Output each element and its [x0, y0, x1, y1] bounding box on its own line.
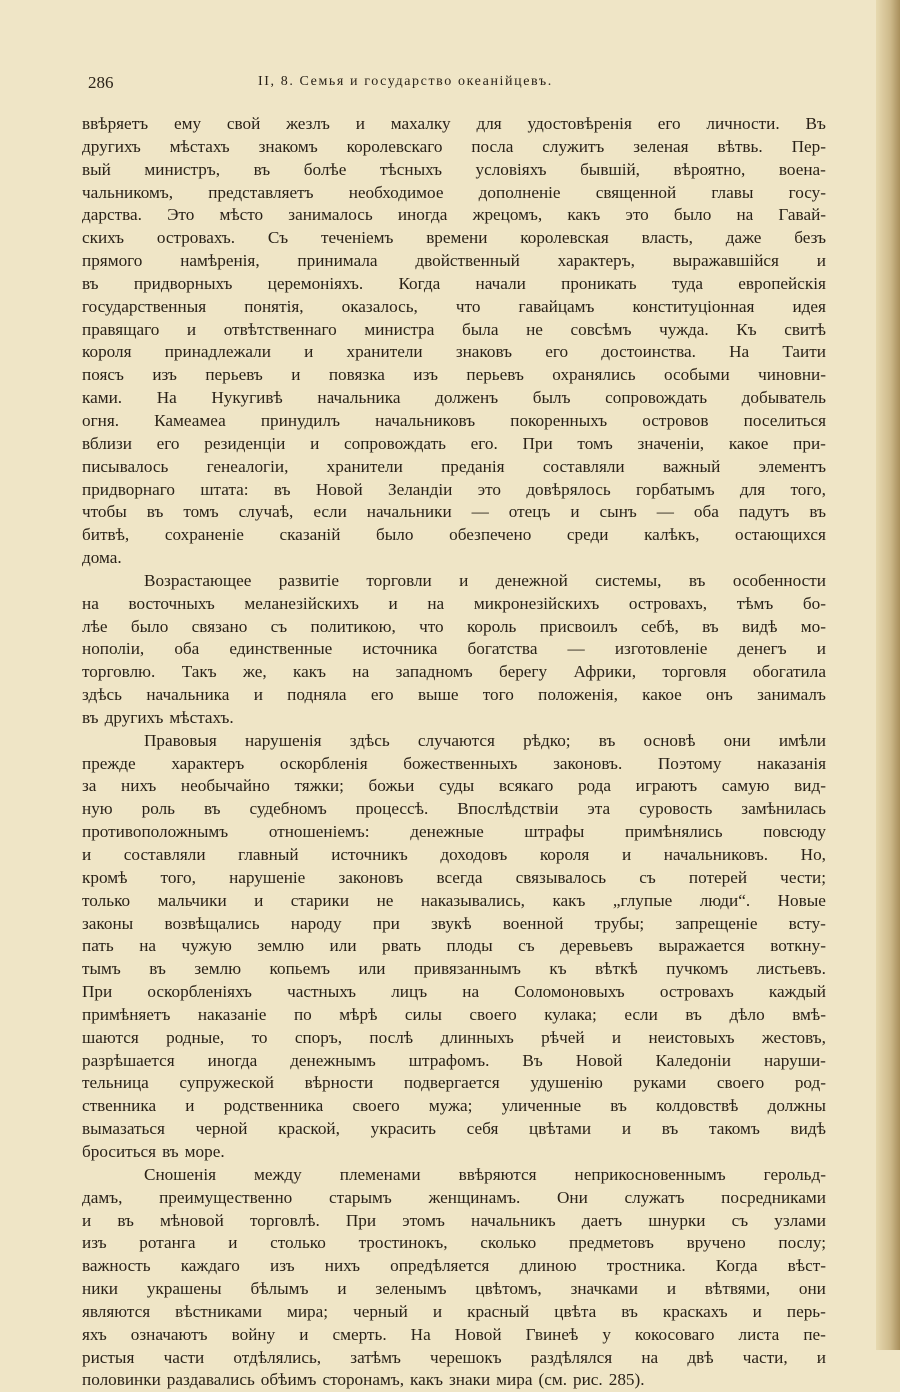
text-line: прямого намѣренія, принимала двойственный характеръ, выражавшійся и	[82, 251, 826, 271]
text-line: При оскорбленіяхъ частныхъ лицъ на Соломоновыхъ островахъ каждый	[82, 982, 826, 1002]
text-line: огня. Камеамеа принудилъ начальниковъ покоренныхъ островов поселиться	[82, 410, 826, 430]
text-line: прежде характеръ оскорбленія божественныхъ законовъ. Поэтому наказанія	[82, 753, 826, 773]
text-line: на восточныхъ меланезійскихъ и на микронезійскихъ островахъ, тѣмъ бо-	[82, 593, 826, 613]
text-line: тельница супружеской вѣрности подвергается удушенію руками своего род-	[82, 1073, 826, 1093]
page-header	[88, 73, 824, 93]
text-line: изъ ротанга и столько тростинокъ, сколько предметовъ вручено послу;	[82, 1233, 826, 1253]
text-line: броситься въ море.	[82, 1141, 225, 1161]
text-line: битвѣ, сохраненіе сказаній было обезпечено среди калѣкъ, остающихся	[82, 525, 826, 545]
text-line: законы возвѣщались народу при звукѣ военной трубы; запрещеніе всту-	[82, 913, 826, 933]
text-line: другихъ мѣстахъ знакомъ королевскаго посла служитъ зеленая вѣтвь. Пер-	[82, 136, 826, 156]
text-line: тымъ въ землю копьемъ или привязаннымъ къ вѣткѣ пучкомъ листьевъ.	[82, 959, 826, 979]
text-line: Сношенія между племенами ввѣряются неприкосновеннымъ герольд-	[144, 1164, 826, 1184]
text-line: дарства. Это мѣсто занималось иногда жрецомъ, какъ это было на Гавай-	[82, 205, 826, 225]
text-line: вблизи его резиденціи и сопровождать его. При томъ значеніи, какое при-	[82, 433, 826, 453]
text-line: Возрастающее развитіе торговли и денежной системы, въ особенности	[144, 570, 826, 590]
text-line: важность каждаго изъ нихъ опредѣляется длиною тростника. Когда вѣст-	[82, 1256, 826, 1276]
text-line: шаются родные, то споръ, послѣ длинныхъ рѣчей и неистовыхъ жестовъ,	[82, 1027, 826, 1047]
text-line: только мальчики и старики не наказывались, какъ „глупые люди“. Новые	[82, 890, 826, 910]
text-line: чтобы въ томъ случаѣ, если начальники — отецъ и сынъ — оба падутъ въ	[82, 502, 826, 522]
text-line: ввѣряетъ ему свой жезлъ и махалку для удостовѣренія его личности. Въ	[82, 114, 826, 133]
text-line: и въ мѣновой торговлѣ. При этомъ начальникъ даетъ шнурки съ узлами	[82, 1210, 826, 1230]
text-line: ристыя части отдѣлялись, затѣмъ черешокъ раздѣлялся на двѣ части, и	[82, 1347, 826, 1367]
text-line: Правовыя нарушенія здѣсь случаются рѣдко; въ основѣ они имѣли	[144, 730, 826, 750]
text-line: чальникомъ, представляетъ необходимое дополненіе священной главы госу-	[82, 182, 826, 202]
text-line: здѣсь начальника и подняла его выше того положенія, какое онъ занималъ	[82, 685, 826, 705]
text-line: короля принадлежали и хранители знаковъ его достоинства. На Таити	[82, 342, 826, 362]
text-line: дома.	[82, 548, 122, 568]
text-line: ники украшены бѣлымъ и зеленымъ цвѣтомъ, значками и вѣтвями, они	[82, 1279, 826, 1299]
text-line: за нихъ необычайно тяжки; божьи суды всякаго рода играютъ самую вид-	[82, 776, 826, 796]
text-line: лѣе было связано съ политикою, что король присвоилъ себѣ, въ видѣ мо-	[82, 616, 826, 636]
running-head: II, 8. Семья и государство океанійцевъ.	[258, 74, 553, 89]
text-line: поясъ изъ перьевъ и повязка изъ перьевъ охранялись особыми чиновни-	[82, 365, 826, 385]
text-line: правящаго и отвѣтственнаго министра была не совсѣмъ чужда. Къ свитѣ	[82, 319, 826, 339]
text-line: торговлю. Такъ же, какъ на западномъ берегу Африки, торговля обогатила	[82, 662, 826, 682]
text-line: писывалось генеалогіи, хранители преданія составляли важный элементъ	[82, 456, 826, 476]
body-text	[82, 113, 826, 1392]
text-line: разрѣшается иногда денежнымъ штрафомъ. Въ Новой Каледоніи наруши-	[82, 1050, 826, 1070]
text-line: половинки раздавались обѣимъ сторонамъ, какъ знаки мира (см. рис. 285).	[82, 1370, 645, 1390]
text-line: вымазаться черной краской, украсить себя цвѣтами и въ такомъ видѣ	[82, 1119, 826, 1139]
text-line: ную роль въ судебномъ процессѣ. Впослѣдствіи эта суровость замѣнилась	[82, 799, 826, 819]
text-line: нополіи, оба единственные источника богатства — изготовленіе денегъ и	[82, 639, 826, 659]
text-line: яхъ означаютъ войну и смерть. На Новой Гвинеѣ у кокосоваго листа пе-	[82, 1324, 826, 1344]
text-line: государственныя понятія, оказалось, что гавайцамъ конституціонная идея	[82, 296, 826, 316]
text-line: дамъ, преимущественно старымъ женщинамъ. Они служатъ посредниками	[82, 1187, 826, 1207]
text-line: являются вѣстниками мира; черный и красный цвѣта въ краскахъ и перь-	[82, 1301, 826, 1321]
text-line: скихъ островахъ. Съ теченіемъ времени королевская власть, даже безъ	[82, 228, 826, 248]
page-edge	[876, 0, 900, 1350]
text-line: пать на чужую землю или рвать плоды съ деревьевъ выражается воткну-	[82, 936, 826, 956]
text-line: ственника и родственника своего мужа; уличенные въ колдовствѣ должны	[82, 1096, 826, 1116]
text-line: примѣняетъ наказаніе по мѣрѣ силы своего кулака; если въ дѣло вмѣ-	[82, 1004, 826, 1024]
text-line: въ другихъ мѣстахъ.	[82, 707, 234, 727]
text-line: вый министръ, въ болѣе тѣсныхъ условіяхъ бывшій, вѣроятно, воена-	[82, 159, 826, 179]
text-line: и составляли главный источникъ доходовъ короля и начальниковъ. Но,	[82, 845, 826, 864]
text-line: кромѣ того, нарушеніе законовъ всегда связывалось съ потерей чести;	[82, 867, 826, 887]
text-line: въ придворныхъ церемоніяхъ. Когда начали проникать туда европейскія	[82, 273, 826, 293]
text-line: противоположнымъ отношеніемъ: денежные штрафы примѣнялись повсюду	[82, 822, 826, 842]
text-line: ками. На Нукугивѣ начальника долженъ былъ сопровождать добыватель	[82, 388, 826, 408]
text-line: придворнаго штата: въ Новой Зеландіи это довѣрялось горбатымъ для того,	[82, 479, 826, 499]
page-number: 286	[88, 73, 114, 92]
